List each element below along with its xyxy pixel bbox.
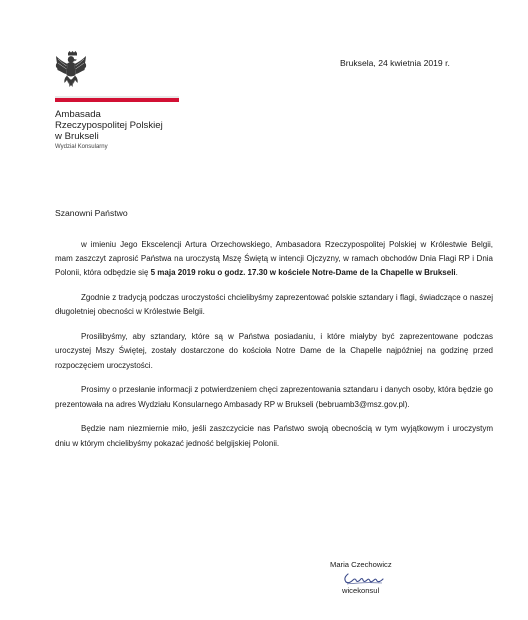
org-line-1: Ambasada <box>55 109 101 120</box>
polish-flag-bar <box>55 96 179 102</box>
org-line-3: w Brukseli <box>55 131 99 142</box>
flag-red-stripe <box>55 98 179 102</box>
signatory-name: Maria Czechowicz <box>330 560 392 569</box>
paragraph-closing: Będzie nam niezmiernie miło, jeśli zaszczycicie nas Państwo swoją obecnością w tym wyjątkowym i uroczystym dniu w którym chcielibyśmy pokazać jedność belgijskiej Polonii. <box>55 424 493 448</box>
salutation: Szanowni Państwo <box>55 208 128 218</box>
signatory-title: wicekonsul <box>342 586 380 595</box>
paragraph-tradition: Zgodnie z tradycją podczas uroczystości chcielibyśmy zaprezentować polskie sztandary i flagi, świadczące o naszej długoletniej obecności w Królestwie Belgii. <box>55 293 493 317</box>
department-label: Wydział Konsularny <box>55 144 108 150</box>
letter-body <box>55 238 493 461</box>
paragraph-invitation <box>55 238 493 281</box>
org-line-2: Rzeczypospolitej Polskiej <box>55 120 163 131</box>
letterhead <box>55 109 255 152</box>
letter-date: Bruksela, 24 kwietnia 2019 r. <box>340 58 450 68</box>
paragraph-invitation-text: w imieniu Jego Ekscelencji Artura Orzechowskiego, Ambasadora Rzeczypospolitej Polskiej w Królestwie Belgii, mam zaszczyt zaprosić Państwa na uroczystą Mszę Świętą w intencji Ojczyzny, w ramach obchodów Dnia Flagi RP i Dnia Polonii, która odbędzie się <box>55 240 493 278</box>
paragraph-invitation-end: . <box>455 268 458 278</box>
handwritten-signature-icon <box>342 570 390 586</box>
paragraph-confirmation: Prosimy o przesłanie informacji z potwierdzeniem chęci zaprezentowania sztandaru i danych osoby, która będzie go prezentowała na adres Wydziału Konsularnego Ambasady RP w Brukseli (bebruamb3@msz.gov.pl). <box>55 385 493 409</box>
white-eagle-emblem-icon <box>54 50 88 88</box>
signature-block <box>330 560 440 596</box>
paragraph-banners: Prosilibyśmy, aby sztandary, które są w Państwa posiadaniu, i które miałyby być zaprezentowane podczas uroczystej Mszy Świętej, zostały dostarczone do kościoła Notre Dame de la Chapelle najpóźniej na godzinę przed rozpoczęciem uroczystości. <box>55 332 493 370</box>
event-date-location: 5 maja 2019 roku o godz. 17.30 w kościele Notre-Dame de la Chapelle w Brukseli <box>150 268 456 278</box>
